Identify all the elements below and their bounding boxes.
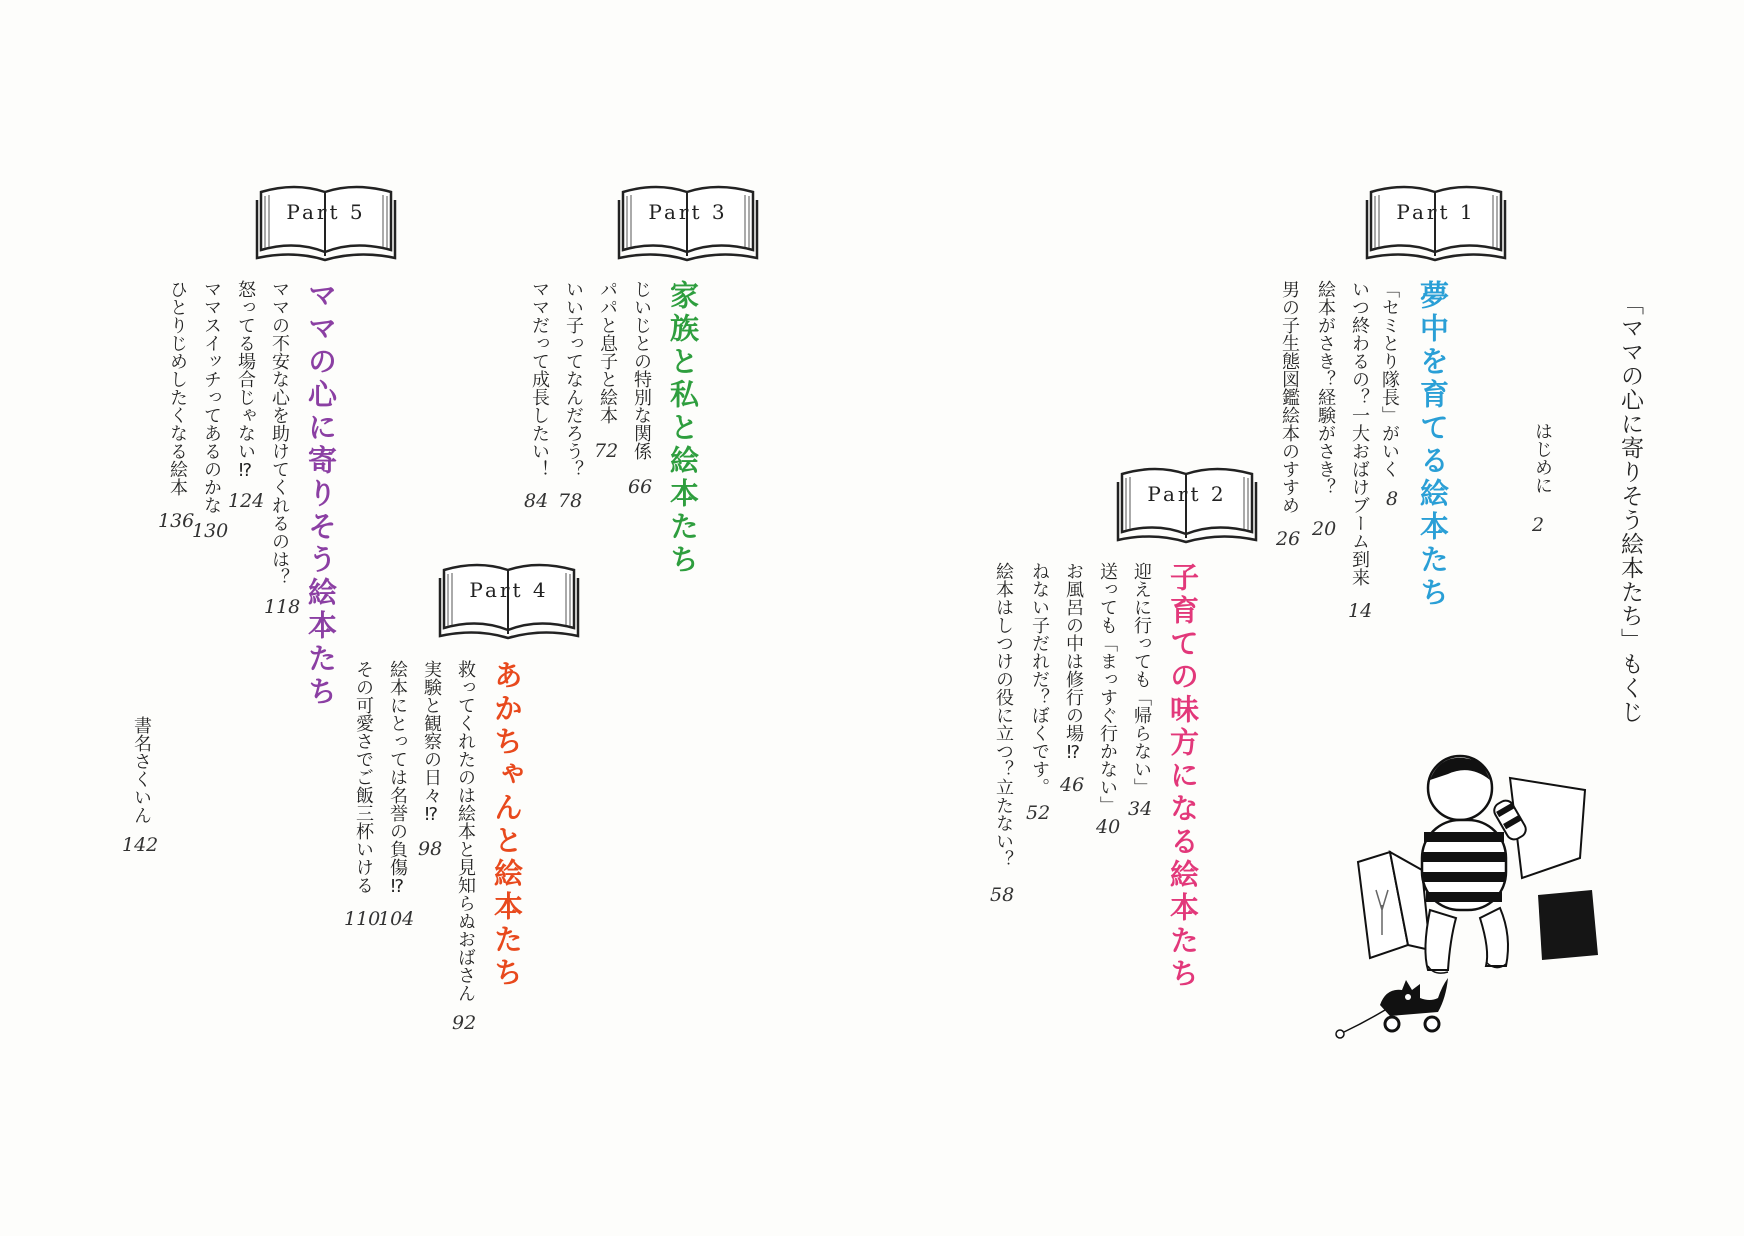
part5-item-3[interactable]: ママスイッチってあるのかな: [201, 280, 222, 514]
part2-item-1-page: 34: [1128, 798, 1153, 820]
part3-item-3-page: 78: [558, 490, 583, 512]
part4-item-1-page: 92: [452, 1012, 477, 1034]
part4-item-3[interactable]: 絵本にとっては名誉の負傷⁉: [387, 660, 408, 897]
part2-item-5-page: 58: [990, 884, 1015, 906]
part1-item-1-page: 8: [1386, 488, 1399, 510]
part2-item-2[interactable]: 送っても「まっすぐ行かない」: [1097, 562, 1118, 814]
part1-label: Part 1: [1396, 200, 1476, 224]
part1-item-2-page: 14: [1348, 600, 1373, 622]
toc-index-page: 142: [122, 834, 159, 856]
part5-item-4[interactable]: ひとりじめしたくなる絵本: [167, 280, 188, 496]
part3-item-3[interactable]: いい子ってなんだろう？: [563, 280, 584, 478]
part1-item-4-page: 26: [1276, 528, 1301, 550]
part2-book-icon: [1116, 460, 1258, 548]
part3-title[interactable]: 家族と私と絵本たち: [666, 280, 700, 577]
part3-item-1[interactable]: じいじとの特別な関係: [631, 280, 652, 460]
part4-title[interactable]: あかちゃんと絵本たち: [490, 660, 524, 990]
part1-item-4[interactable]: 男の子生態図鑑絵本のすすめ: [1279, 280, 1300, 514]
part2-item-4[interactable]: ねない子だれだ？ぼくです。: [1029, 562, 1050, 796]
part2-title[interactable]: 子育ての味方になる絵本たち: [1166, 562, 1200, 991]
part2-label: Part 2: [1147, 482, 1227, 506]
part4-item-3-page: 104: [378, 908, 415, 930]
part3-item-2[interactable]: パパと息子と絵本: [597, 280, 618, 424]
part1-book-icon: [1365, 178, 1507, 266]
part2-item-5[interactable]: 絵本はしつけの役に立つ？立たない？: [993, 562, 1014, 868]
part5-item-2[interactable]: 怒ってる場合じゃない⁉: [235, 280, 256, 481]
part5-title[interactable]: ママの心に寄りそう絵本たち: [304, 280, 338, 709]
part4-label: Part 4: [469, 578, 549, 602]
toc-intro-label[interactable]: はじめに: [1532, 422, 1553, 494]
part5-book-icon: [255, 178, 397, 266]
part2-item-1[interactable]: 迎えに行っても「帰らない」: [1131, 562, 1152, 796]
part1-item-1[interactable]: 「セミとり隊長」がいく: [1379, 280, 1400, 478]
part2-item-2-page: 40: [1096, 816, 1121, 838]
part4-item-2[interactable]: 実験と観察の日々⁉: [421, 660, 442, 825]
toc-index-label[interactable]: 書名さくいん: [131, 716, 152, 824]
toc-intro-page: 2: [1532, 514, 1545, 536]
page-title: 「ママの心に寄りそう絵本たち」もくじ: [1617, 292, 1643, 724]
part2-item-4-page: 52: [1026, 802, 1051, 824]
part4-item-2-page: 98: [418, 838, 443, 860]
part4-item-4-page: 110: [344, 908, 381, 930]
part3-item-4-page: 84: [524, 490, 549, 512]
part2-item-3-page: 46: [1060, 774, 1085, 796]
part5-item-4-page: 136: [158, 510, 195, 532]
part1-item-3-page: 20: [1312, 518, 1337, 540]
part4-item-4[interactable]: その可愛さでご飯三杯いける: [353, 660, 374, 894]
part4-book-icon: [438, 556, 580, 644]
part1-title[interactable]: 夢中を育てる絵本たち: [1416, 280, 1450, 610]
part5-item-2-page: 124: [228, 490, 265, 512]
part2-item-3[interactable]: お風呂の中は修行の場⁉: [1063, 562, 1084, 763]
part3-book-icon: [617, 178, 759, 266]
part1-item-3[interactable]: 絵本がさき？経験がさき？: [1315, 280, 1336, 496]
part3-item-4[interactable]: ママだって成長したい！: [529, 280, 550, 478]
part4-item-1[interactable]: 救ってくれたのは絵本と見知らぬおばさん: [455, 660, 476, 1002]
part3-label: Part 3: [648, 200, 728, 224]
part3-item-2-page: 72: [594, 440, 619, 462]
child-reading-illustration: [1330, 740, 1610, 1050]
part3-item-1-page: 66: [628, 476, 653, 498]
part5-item-1-page: 118: [264, 596, 301, 618]
part1-item-2[interactable]: いつ終わるの？一大おばけブーム到来: [1349, 280, 1370, 586]
part5-item-1[interactable]: ママの不安な心を助けてくれるのは？: [269, 280, 290, 586]
part5-label: Part 5: [286, 200, 366, 224]
part5-item-3-page: 130: [192, 520, 229, 542]
